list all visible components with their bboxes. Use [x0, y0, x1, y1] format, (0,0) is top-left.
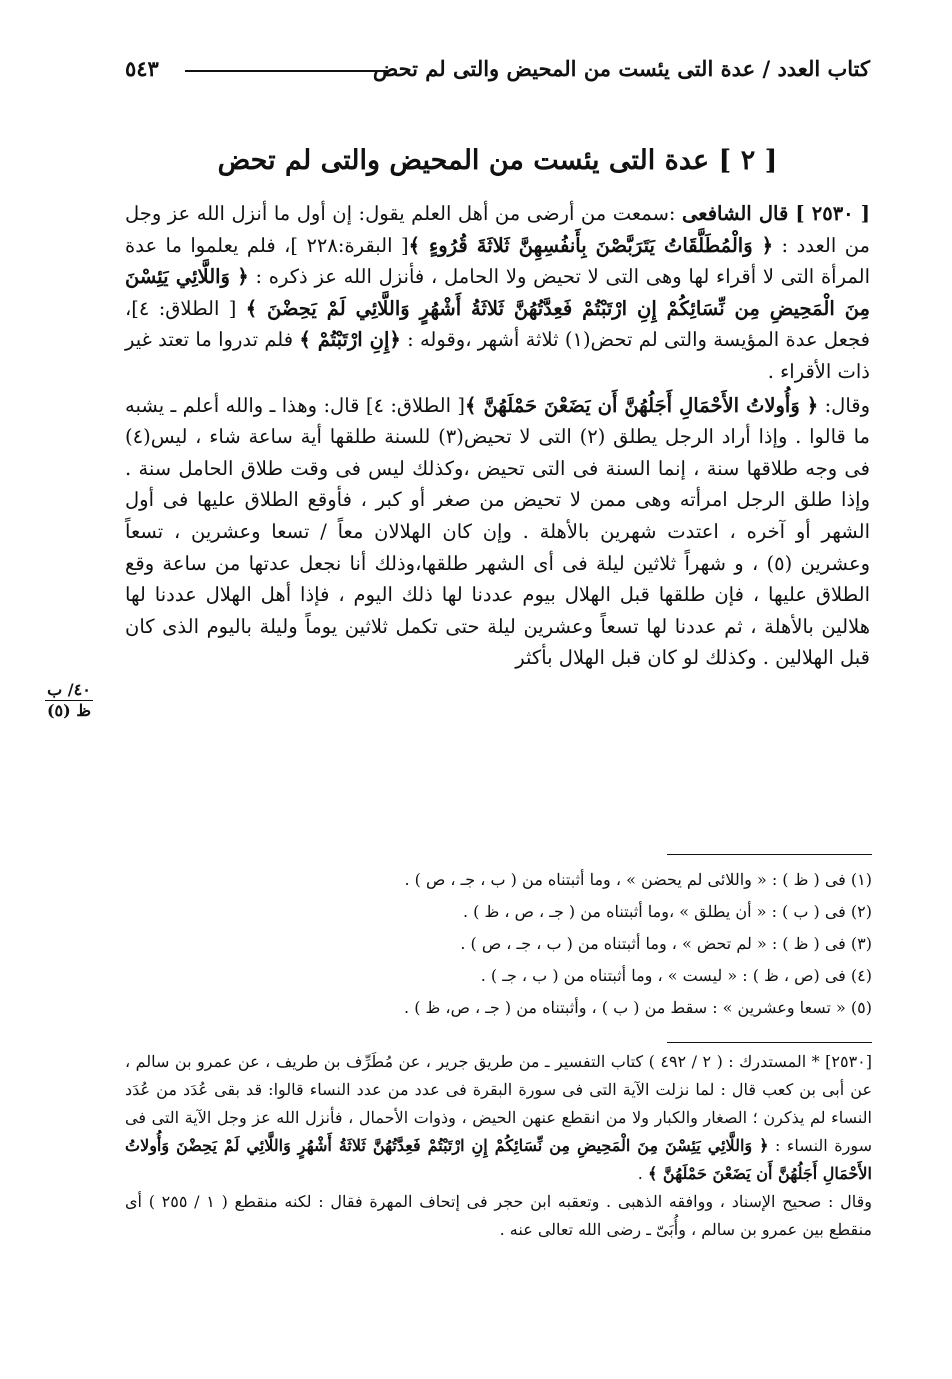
running-header	[125, 52, 870, 92]
footnote-4: (٤) فى (ص ، ظ ) : « ليست » ، وما أثبتناه من ( ب ، جـ ) .	[480, 966, 872, 985]
text-segment: [ الطلاق: ٤]، فجعل عدة المؤيسة والتى لم تحض(١) ثلاثة أشهر ،وقوله :	[125, 296, 870, 352]
page-number: ٥٤٣	[125, 56, 159, 81]
footnote-5: (٥) « تسعا وعشرين » : سقط من ( ب ) ، وأثبتناه من ( جـ ، ص، ظ ) .	[404, 998, 872, 1017]
text-segment: وقال:	[818, 393, 870, 417]
quran-verse: ﴿إِنِ ارْتَبْتُمْ ﴾	[299, 328, 401, 352]
text-segment: فلم تدروا ما تعتد غير ذات الأقراء .	[125, 328, 870, 383]
text-segment: [ البقرة:٢٢٨ ]، فلم يعلموا ما عدة المرأة التى لا أقراء لها وهى التى لا تحيض ولا الحامل ، فأنزل الله عز ذكره :	[125, 233, 870, 289]
source-note-1	[125, 1048, 872, 1188]
header-title: كتاب العدد / عدة التى يئست من المحيض والتى لم تحض	[372, 56, 870, 81]
text-segment: :سمعت من أرضى من أهل العلم يقول: إن أول ما أنزل الله عز وجل من العدد :	[125, 202, 871, 257]
text-segment: [ الطلاق: ٤] قال: وهذا ـ والله أعلم ـ يشبه ما قالوا . وإذا أراد الرجل يطلق (٢) التى لا تحيض(٣) للسنة طلقها أية ساعة شاء ، ليس(٤) فى وجه طلاقها سنة ، إنما السنة فى التى تحيض ،وكذلك ليس فى وقت طلاق الحامل سنة . وإذا طلق الرجل امرأته وهى ممن لا تحيض من صغر أو كبر ، فأوقع الطلاق عليها فى أول الشهر أو آخره ، اعتدت شهرين بالأهلة . وإن كان الهلالان معاً / تسعا وعشرين ، تسعاً وعشرين (٥) ، و شهراً ثلاثين ليلة فى أى الشهر طلقها،وذلك أنا نجعل عدتها من ساعة وقع الطلاق عليها ، فإن طلقها قبل الهلال بيوم عددنا لها ذلك اليوم ، فإذا أهل الهلال عددنا لها هلالين بالأهلة ، ثم عددنا لها تسعاً وعشرين ليلة حتى تكمل ثلاثين يوماً وليلة باليوم الذى كان قبل الهلالين . وكذلك لو كان قبل الهلال بأكثر	[125, 393, 871, 670]
margin-note-bottom: ظ (٥)	[46, 701, 92, 720]
margin-note-top: ٤٠/ ب	[47, 680, 91, 699]
quran-verse: ﴿ وَاللَّائِي يَئِسْنَ مِنَ الْمَحِيضِ مِن نِّسَائِكُمْ إِنِ ارْتَبْتُمْ فَعِدَّتُهُنَّ ثَلاثَةُ أَشْهُرٍ وَاللَّائِي لَمْ يَحِضْنَ ﴾	[125, 265, 870, 320]
paragraph-2530	[125, 198, 870, 388]
source-text: [٢٥٣٠] * المستدرك : ( ٢ / ٤٩٢ ) كتاب التفسير ـ من طريق جرير ، عن مُطَرِّف بن طريف ، عن عمرو بن سالم ، عن أبى بن كعب قال : لما نزلت الآية التى فى سورة البقرة فى عدد من عدد النساء قالوا: قد بقى عُدَد من عُدَد النساء لم يذكرن ؛ الصغار والكبار ولا من انقطع عنهن الحيض ، وذوات الأحمال ، فأنزل الله عز وجل الآية التى فى سورة النساء :	[125, 1052, 873, 1155]
footnote-1: (١) فى ( ظ ) : « واللائى لم يحضن » ، وما أثبتناه من ( ب ، جـ ، ص ) .	[404, 870, 872, 889]
quran-verse: ﴿ وَالْمُطَلَّقَاتُ يَتَرَبَّصْنَ بِأَنفُسِهِنَّ ثَلاثَةَ قُرُوءٍ ﴾	[408, 233, 774, 257]
manuscript-margin-note	[38, 680, 100, 721]
footnote-2: (٢) فى ( ب ) : « أن يطلق » ،وما أثبتناه من ( جـ ، ص ، ظ ) .	[462, 902, 872, 921]
paragraph-second	[125, 390, 870, 674]
main-text	[125, 198, 870, 674]
quran-verse: ﴿ وَاللَّائِي يَئِسْنَ مِنَ الْمَحِيضِ مِن نِّسَائِكُمْ إِنِ ارْتَبْتُمْ فَعِدَّتُهُنَّ ثَلاثَةُ أَشْهُرٍ وَاللَّائِي لَمْ يَحِضْنَ وَأُولاتُ الأَحْمَالِ أَجَلُهُنَّ أَن يَضَعْنَ حَمْلَهُنَّ ﴾	[125, 1136, 872, 1183]
footnote-3: (٣) فى ( ظ ) : « لم تحض » ، وما أثبتناه من ( ب ، جـ ، ص ) .	[460, 934, 872, 953]
footnotes	[130, 864, 872, 1024]
source-text: .	[637, 1164, 648, 1183]
footnote-separator	[667, 854, 872, 855]
header-rule	[185, 70, 390, 72]
sources-separator	[667, 1042, 872, 1043]
quran-verse: ﴿ وَأُولاتُ الأَحْمَالِ أَجَلُهُنَّ أَن يَضَعْنَ حَمْلَهُنَّ ﴾	[465, 393, 819, 417]
text-lead: [ ٢٥٣٠ ] قال الشافعى	[682, 202, 871, 225]
source-note-2: وقال : صحيح الإسناد ، ووافقه الذهبى . وتعقبه ابن حجر فى إتحاف المهرة فقال : لكنه منقطع ( ١ / ٢٥٥ ) أى منقطع بين عمرو بن سالم ، وأُبَىّ ـ رضى الله تعالى عنه .	[125, 1192, 872, 1239]
chapter-title: [ ٢ ] عدة التى يئست من المحيض والتى لم تحض	[217, 145, 778, 176]
source-notes	[125, 1048, 872, 1244]
